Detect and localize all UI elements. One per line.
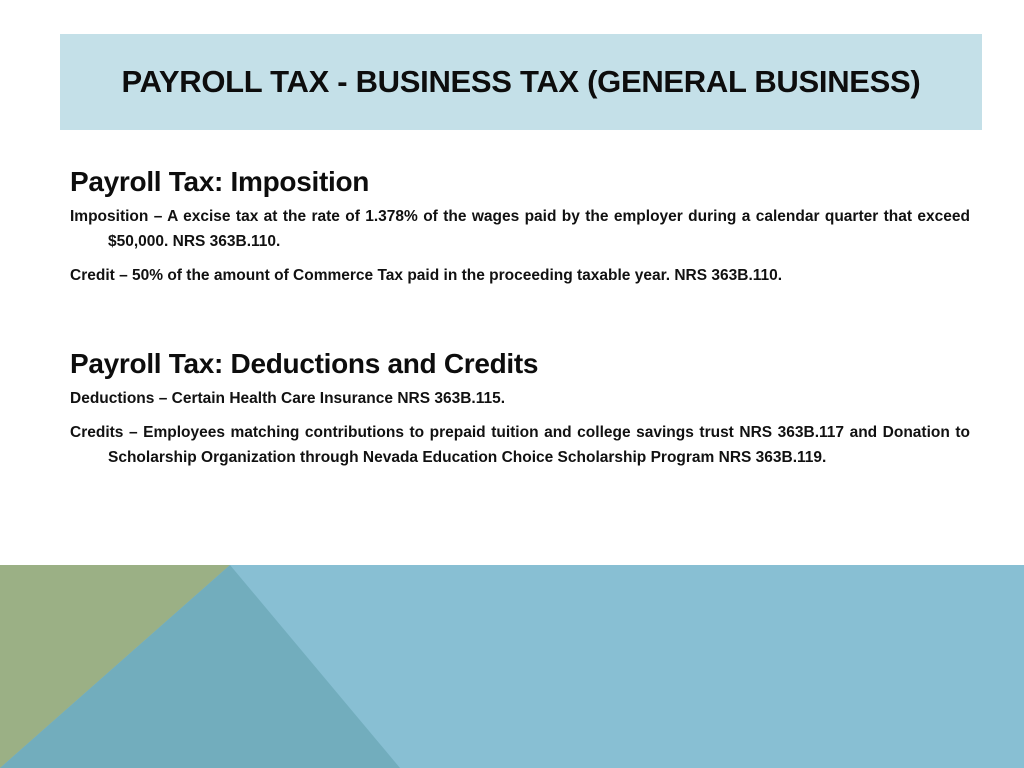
imposition-paragraph: Imposition – A excise tax at the rate of 1.378% of the wages paid by the employer during a calendar quarter that exceed $50,000. NRS 363B.110.	[70, 208, 970, 250]
section-heading-imposition: Payroll Tax: Imposition	[70, 166, 370, 197]
slide-content	[70, 163, 970, 470]
credit-paragraph: Credit – 50% of the amount of Commerce Tax paid in the proceeding taxable year. NRS 363B.110.	[70, 267, 783, 284]
slide-title: PAYROLL TAX - BUSINESS TAX (GENERAL BUSINESS)	[121, 64, 921, 99]
deductions-paragraph: Deductions – Certain Health Care Insurance NRS 363B.115.	[70, 389, 506, 407]
title-banner	[60, 34, 982, 130]
section-heading-deductions-credits: Payroll Tax: Deductions and Credits	[70, 347, 539, 379]
credits-paragraph: Credits – Employees matching contributions to prepaid tuition and college savings trust NRS 363B.117 and Donation to Scholarship Organization through Nevada Education Choice Scholarship Program NRS 363B.119.	[70, 424, 970, 466]
decorative-footer-band	[0, 565, 1024, 768]
